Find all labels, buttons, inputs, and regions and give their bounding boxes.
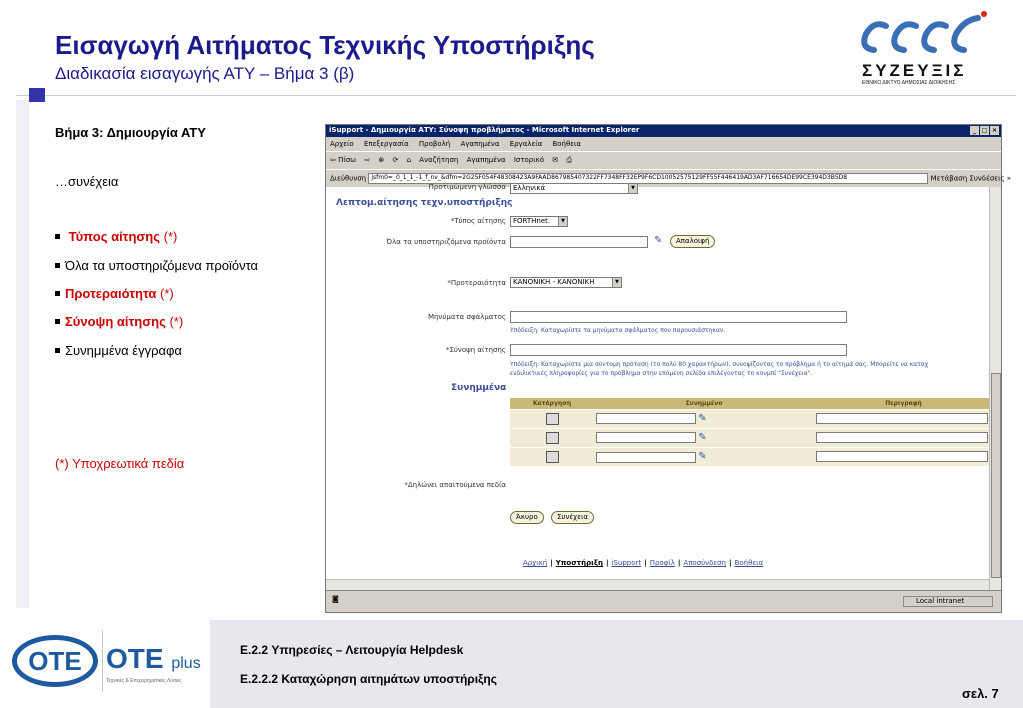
ote-logo [10,632,100,690]
footer-band [210,620,1023,708]
section-title: E.2.2 Υπηρεσίες – Λειτουργία Helpdesk [240,643,464,657]
menu-tools[interactable]: Εργαλεία [509,140,543,148]
preferred-language-select[interactable]: Ελληνικά ▼ [510,183,638,194]
header-divider [16,95,1016,96]
note-item-attachments: Συνημμένα έγγραφα [55,343,182,358]
cancel-button[interactable]: Άκυρο [510,511,544,524]
links-button[interactable]: Συνδέσεις » [969,174,1012,183]
request-type-select[interactable]: FORTHnet. ▼ [510,216,568,227]
summary-input[interactable] [510,344,847,356]
description-input[interactable] [816,432,988,443]
continue-note: …συνέχεια [55,174,119,189]
stop-icon[interactable]: ⊗ [378,156,385,164]
address-input[interactable]: jsfm0=_0_1_1_-1_f_nv_&dfm=2G25F054F48308423A9FAAD867985407322FF7348FF32EP9F6CD10052575129FF55F446419AD3AF716654DE99CE394D3B5D8 [368,173,928,184]
table-row [510,409,993,428]
search-button[interactable]: Αναζήτηση [419,156,459,164]
remove-attachment-icon[interactable] [546,432,559,444]
chevron-down-icon: ▼ [558,217,567,226]
page-content [326,183,989,579]
zone-indicator: Local intranet [903,596,993,607]
page-title: Εισαγωγή Αιτήματος Τεχνικής Υποστήριξης [55,30,595,60]
browse-icon[interactable]: ✎ [698,412,707,424]
attachment-input[interactable] [596,432,696,443]
table-row [510,447,993,466]
menu-edit[interactable]: Επεξεργασία [363,140,409,148]
link-profile[interactable]: Προφίλ [649,559,675,567]
summary-label: *Σύνοψη αίτησης [445,346,506,354]
bullet-icon [55,263,60,268]
search-flashlight-icon[interactable]: ✎ [654,235,663,246]
home-icon[interactable]: ⌂ [406,156,412,164]
syzefxis-tagline: ΕΘΝΙΚΟ ΔΙΚΤΥΟ ΔΗΜΟΣΙΑΣ ΔΙΟΙΚΗΣΗΣ [862,80,956,86]
refresh-icon[interactable]: ⟳ [392,156,399,164]
preferred-language-label: Προτιμώμενη γλώσσα [428,183,506,191]
error-messages-label: Μηνύματα σφάλματος [427,313,506,321]
ote-logo-mark: OTE [12,635,98,687]
favorites-button[interactable]: Αγαπημένα [466,156,506,164]
subsection-title: E.2.2.2 Καταχώρηση αιτημάτων υποστήριξης [240,672,497,686]
browse-icon[interactable]: ✎ [698,451,707,462]
priority-label: *Προτεραιότητα [447,279,506,287]
description-input[interactable] [816,451,988,462]
error-messages-hint: Υπόδειξη: Καταχωρίστε τα μηνύματα σφάλματος που παρουσιάστηκαν. [510,327,726,334]
link-support[interactable]: Υποστήριξη [555,559,603,567]
menu-help[interactable]: Βοήθεια [552,140,582,148]
link-logout[interactable]: Αποσύνδεση [683,559,727,567]
remove-attachment-icon[interactable] [546,413,559,425]
attachment-input[interactable] [596,452,696,463]
summary-hint-line1: Υπόδειξη: Καταχωρίστε μια σύντομη πρόταση (το πολύ 80 χαρακτήρων), συνοψίζοντας το πρόβλημα ή το αίτημά σας. Μπορείτε να καταχ [510,361,929,368]
remove-attachment-icon[interactable] [546,451,559,463]
scrollbar-thumb[interactable] [991,373,1001,578]
section-request-details: Λεπτομ.αίτησης τεχν.υποστήριξης [336,198,513,208]
col-attachment: Συνημμένο [594,398,814,409]
syzefxis-logo [852,8,992,88]
bullet-icon [55,234,60,239]
link-isupport[interactable]: iSupport [611,559,642,567]
note-item-summary: Σύνοψη αίτησης (*) [55,314,183,329]
menu-view[interactable]: Προβολή [418,140,451,148]
description-input[interactable] [816,413,988,424]
logo-divider [102,630,103,692]
menu-file[interactable]: Αρχείο [330,140,354,148]
step-heading: Βήμα 3: Δημιουργία ΑΤΥ [55,125,206,140]
products-input[interactable] [510,236,648,248]
browser-menubar [326,137,1001,151]
link-home[interactable]: Αρχική [523,559,548,567]
required-legend: *Δηλώνει απαιτούμενα πεδία [404,481,506,489]
page-number: σελ. 7 [962,686,999,701]
menu-favorites[interactable]: Αγαπημένα [460,140,500,148]
print-icon[interactable]: ⎙ [566,156,572,164]
ote-plus-tagline: Τεχνικές & Επιχειρηματικές Λύσεις [106,678,182,684]
go-button[interactable]: Μετάβαση [930,174,968,183]
mail-icon[interactable]: ✉ [552,156,559,164]
maximize-icon[interactable]: □ [981,127,988,134]
browser-toolbar [326,151,1001,169]
back-button[interactable]: ⇦ Πίσω [330,156,357,164]
page-status-icon: ◙ [332,595,339,603]
chevron-down-icon: ▼ [628,184,637,193]
link-help[interactable]: Βοήθεια [734,559,764,567]
chevron-down-icon: ▼ [612,278,621,287]
attachment-input[interactable] [596,413,696,424]
history-button[interactable]: Ιστορικό [513,156,545,164]
col-description: Περιγραφή [814,398,993,409]
minimize-icon[interactable]: _ [970,126,979,135]
error-messages-input[interactable] [510,311,847,323]
browse-icon[interactable]: ✎ [698,431,707,443]
priority-select[interactable]: ΚΑΝΟΝΙΚΗ - ΚΑΝΟΝΙΚΗ ▼ [510,277,622,288]
horizontal-scrollbar[interactable] [326,579,989,590]
note-item-request-type: Τύπος αίτησης (*) [55,229,177,244]
accent-square [29,88,45,102]
page-subtitle: Διαδικασία εισαγωγής ΑΤΥ – Βήμα 3 (β) [55,64,355,83]
browser-window [325,124,1012,613]
continue-button[interactable]: Συνέχεια [551,511,594,524]
browser-titlebar: iSupport - Δημιουργία ΑΤΥ: Σύνοψη προβλήματος - Microsoft Internet Explorer _ □ × [326,125,1001,137]
left-decor-bar [16,100,29,608]
close-icon[interactable]: × [991,127,998,134]
address-label: Διεύθυνση [330,174,367,183]
col-remove: Κατάργηση [510,398,594,409]
required-fields-note: (*) Υποχρεωτικά πεδία [55,456,185,471]
syzefxis-logo-icon [852,8,992,60]
bullet-icon [55,348,60,353]
browser-statusbar [326,590,1001,612]
ote-plus-logo: OTE plus [106,643,201,674]
products-label: Όλα τα υποστηριζόμενα προϊόντα [386,238,506,246]
table-row [510,428,993,447]
attachments-table [510,398,993,466]
section-attachments: Συνημμένα [451,383,507,393]
clear-button[interactable]: Απαλοιφή [670,235,715,248]
syzefxis-wordmark: ΣΥΖΕΥΞΙΣ [862,61,967,80]
bullet-icon [55,291,60,296]
request-type-label: *Τύπος αίτησης [450,217,506,225]
footer-links: Αρχική | Υποστήριξη | iSupport | Προφίλ | Αποσύνδεση | Βοήθεια [523,559,764,567]
forward-button[interactable]: ⇨ [364,156,371,164]
note-item-products: Όλα τα υποστηριζόμενα προϊόντα [55,258,258,273]
summary-hint-line2: ενδιλικτικές πληροφορίες για το πρόβλημα στην επόμενη σελίδα επιλέγοντας το κουμπί "Συνέχεια". [510,370,813,377]
note-item-priority: Προτεραιότητα (*) [55,286,174,301]
vertical-scrollbar[interactable] [989,187,1001,590]
bullet-icon [55,319,60,324]
